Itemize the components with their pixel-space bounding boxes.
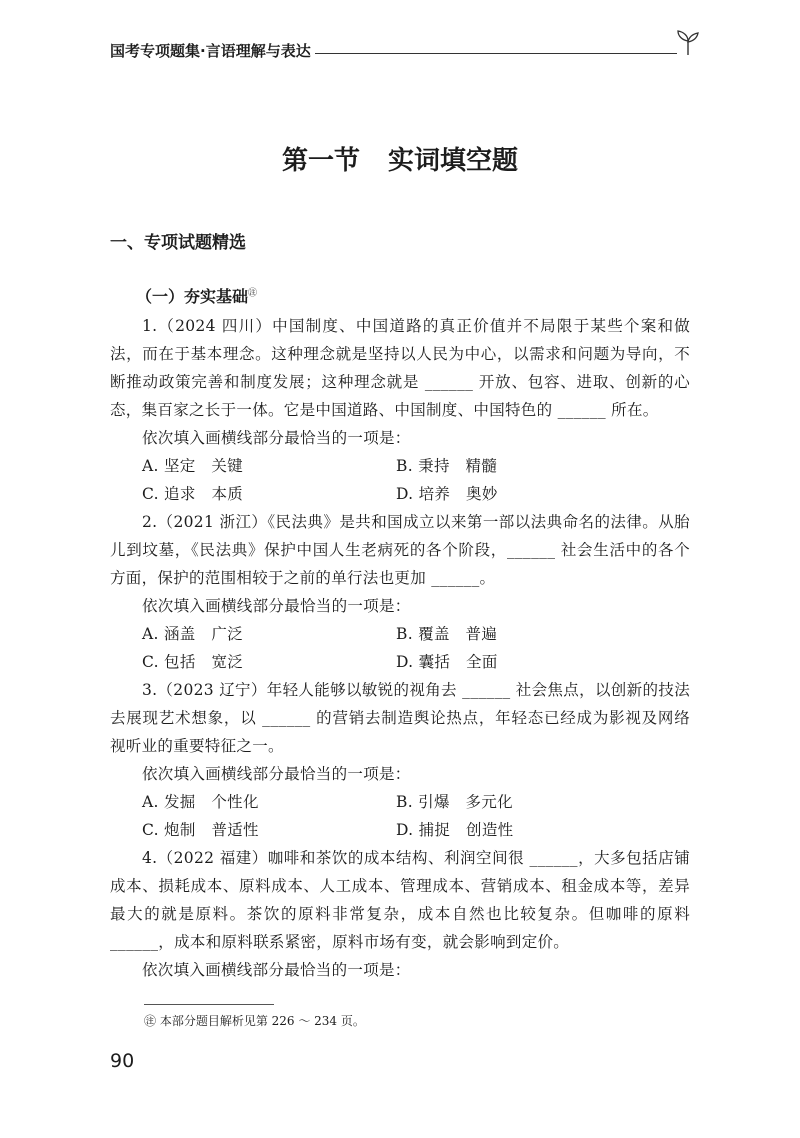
- header-rule: [315, 53, 677, 54]
- option-d: D. 培养 奥妙: [396, 485, 498, 503]
- section-heading: 一、专项试题精选: [110, 233, 246, 253]
- option-a: A. 涵盖 广泛: [142, 625, 243, 643]
- option-row: [142, 788, 690, 816]
- question-stem: 2.（2021 浙江）《民法典》是共和国成立以来第一部以法典命名的法律。从胎儿到坟墓，《民法典》保护中国人生老病死的各个阶段，______ 社会生活中的各个方面，保护的范围相较于之前的单行法也更加 ______。: [110, 513, 690, 587]
- option-a: A. 发掘 个性化: [142, 793, 259, 811]
- question-prompt: 依次填入画横线部分最恰当的一项是：: [142, 765, 411, 783]
- option-d: D. 捕捉 创造性: [396, 821, 514, 839]
- option-b: B. 覆盖 普遍: [396, 625, 498, 643]
- option-c: C. 炮制 普适性: [142, 821, 259, 839]
- question-list: [110, 312, 690, 984]
- option-row: [142, 648, 690, 676]
- option-b: B. 秉持 精髓: [396, 457, 498, 475]
- footnote: ㊟ 本部分题目解析见第 226 ～ 234 页。: [144, 1014, 365, 1028]
- subsection-heading: [136, 284, 257, 307]
- question-prompt: 依次填入画横线部分最恰当的一项是：: [142, 597, 411, 615]
- option-row: [142, 620, 690, 648]
- option-row: [142, 816, 690, 844]
- option-b: B. 引爆 多元化: [396, 793, 513, 811]
- option-c: C. 包括 宽泛: [142, 653, 244, 671]
- question-prompt: 依次填入画横线部分最恰当的一项是：: [142, 429, 411, 447]
- footnote-rule: [144, 1004, 274, 1005]
- option-row: [142, 480, 690, 508]
- chapter-title-number: 第一节: [281, 146, 360, 176]
- subsection-heading-text: （一）夯实基础: [136, 287, 249, 306]
- footnote-marker: ㊟: [248, 288, 258, 299]
- chapter-title-name: 实词填空题: [388, 146, 519, 176]
- question-stem: 4.（2022 福建）咖啡和茶饮的成本结构、利润空间很 ______，大多包括店铺成本、损耗成本、原料成本、人工成本、管理成本、营销成本、租金成本等，差异最大的就是原料。茶饮的原料非常复杂，成本自然也比较复杂。但咖啡的原料 ______，成本和原料联系紧密，原料市场有变，就会影响到定价。: [110, 849, 690, 951]
- option-row: [142, 452, 690, 480]
- option-d: D. 囊括 全面: [396, 653, 498, 671]
- question-stem: 1.（2024 四川）中国制度、中国道路的真正价值并不局限于某些个案和做法，而在于基本理念。这种理念就是坚持以人民为中心，以需求和问题为导向，不断推动政策完善和制度发展；这种理念就是 ______ 开放、包容、进取、创新的心态，集百家之长于一体。它是中国道路、中国制度、中国特色的 ______ 所在。: [110, 317, 690, 419]
- sprout-icon: [675, 28, 701, 60]
- question-prompt: 依次填入画横线部分最恰当的一项是：: [142, 961, 411, 979]
- question-stem: 3.（2023 辽宁）年轻人能够以敏锐的视角去 ______ 社会焦点，以创新的技法去展现艺术想象，以 ______ 的营销去制造舆论热点，年轻态已经成为影视及网络视听业的重要特征之一。: [110, 681, 690, 755]
- chapter-title: [0, 140, 800, 177]
- page-number: 90: [110, 1050, 135, 1072]
- running-header-title: 国考专项题集·言语理解与表达: [110, 42, 311, 60]
- option-a: A. 坚定 关键: [142, 457, 243, 475]
- option-c: C. 追求 本质: [142, 485, 244, 503]
